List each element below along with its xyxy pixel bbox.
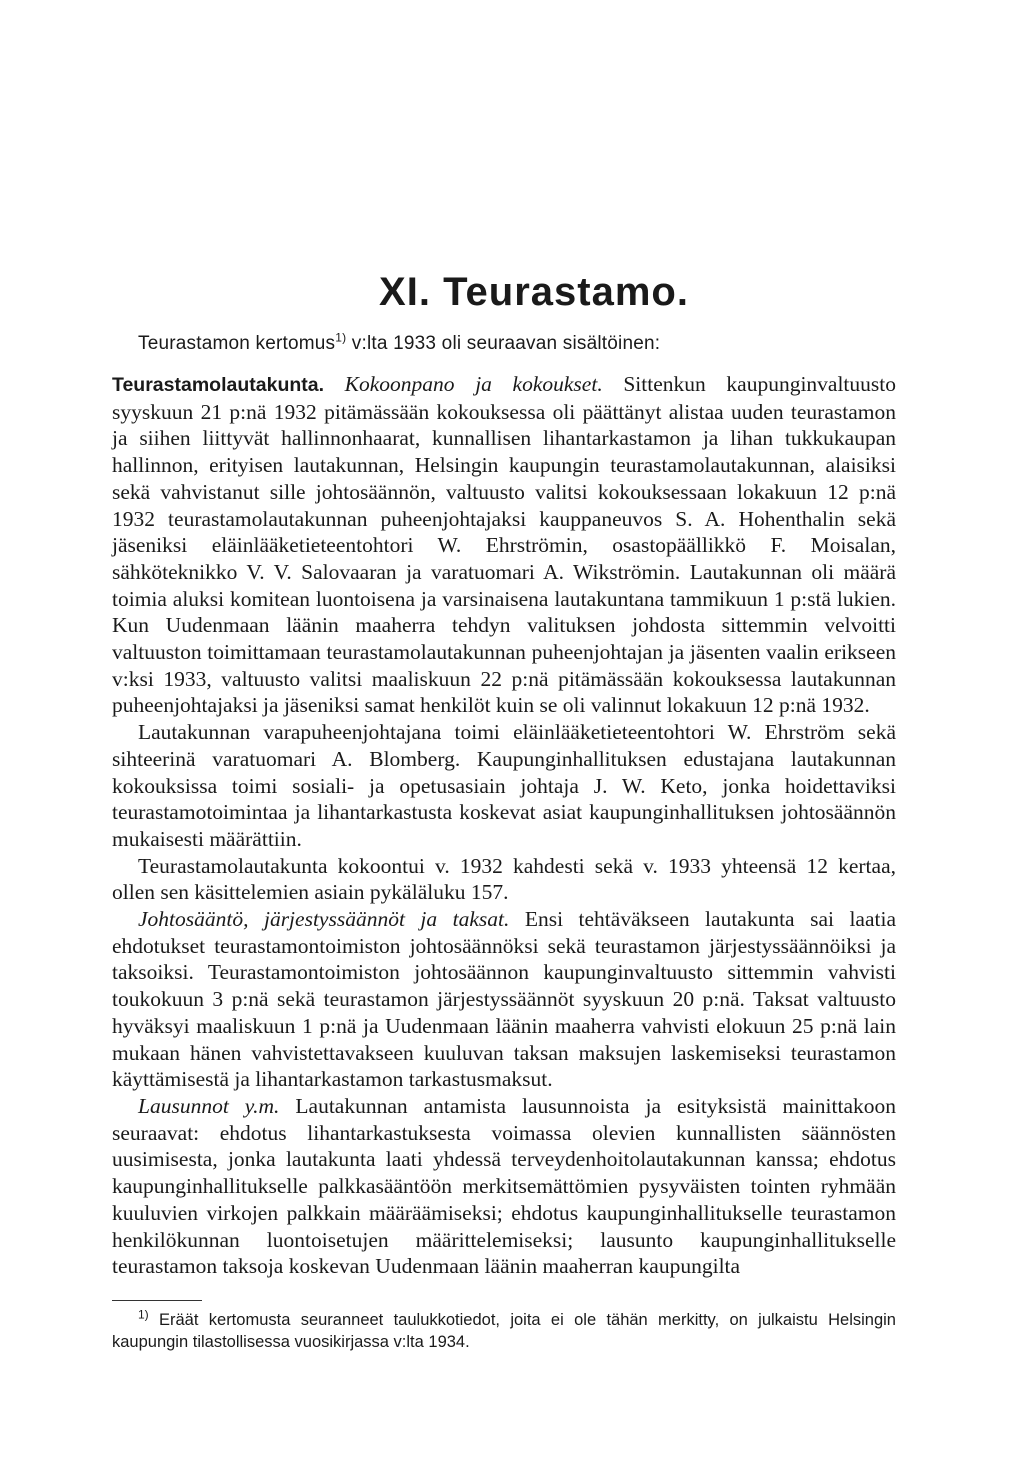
paragraph-varapuheenjohtaja: Lautakunnan varapuheenjohtajana toimi eläinlääketieteentohtori W. Ehrström sekä sihteerinä varatuomari A. Blomberg. Kaupunginhallituksen edustajana lautakunnan kokouksissa toimi sosiali- ja opetusasiain johtaja J. W. Keto, jonka hoidettaviksi teurastamotoimintaa ja lihantarkastusta koskevat asiat kaupunginhallituksen johtosäännön mukaisesti määrättiin. <box>112 720 896 851</box>
footnote-text: Eräät kertomusta seuranneet taulukkotiedot, joita ei ole tähän merkitty, on julkaistu Helsingin kaupungin tilastollisessa vuosikirjassa v:lta 1934. <box>112 1310 896 1351</box>
subheading-kokoonpano: Kokoonpano ja kokoukset. <box>344 372 603 396</box>
document-page <box>112 270 896 1353</box>
footnote-divider <box>112 1300 202 1301</box>
subheading-johtosaanto: Johtosääntö, järjestyssäännöt ja taksat. <box>138 907 510 932</box>
paragraph-text: Lautakunnan antamista lausunnoista ja esityksistä mainittakoon seuraavat: ehdotus lihantarkastuksesta voimassa olevien kunnallisten säännösten uusimisesta, jonka lautakunta laati yhdessä terveydenhoitolautakunnan kanssa; ehdotus kaupunginhallitukselle palkkasääntöön merkitsemättömien pysyväisten tointen ryhmään kuuluvien virkojen palkkain määräämiseksi; ehdotus kaupunginhallitukselle teurastamon henkilökunnan luontoisetujen määrittelemiseksi; lausunto kaupunginhallitukselle teurastamon taksoja koskevan Uudenmaan läänin maaherran kaupungilta <box>112 1093 896 1279</box>
paragraph-johtosaanto <box>112 906 896 1093</box>
body-text <box>112 371 896 1280</box>
chapter-title: XI. Teurastamo. <box>379 270 689 314</box>
paragraph-text: Sittenkun kaupunginvaltuusto syyskuun 21 p:nä 1932 pitämässään kokouksessa oli päättänyt alistaa uuden teurastamon ja siihen liittyvät hallinnonhaarat, kunnallisen lihantarkastamon ja lihan tukkukaupan hallinnon, erityisen lautakunnan, Helsingin kaupungin teurastamolautakunnan, alaisiksi sekä vahvistanut sille johtosäännön, valtuusto valitsi kokouksessaan lokakuun 12 p:nä 1932 teurastamolautakunnan puheenjohtajaksi kauppaneuvos S. A. Hohenthalin sekä jäseniksi eläinlääketieteentohtori W. Ehrströmin, osastopäällikkö F. Moisalan, sähköteknikko V. V. Salovaaran ja varatuomari A. Wikströmin. Lautakunnan oli määrä toimia aluksi komitean luontoisena ja varsinaisena lautakuntana tammikuun 1 p:stä lukien. Kun Uudenmaan läänin maaherra tehdyn valituksen johdosta sittemmin velvoitti valtuuston toimittamaan teurastamolautakunnan puheenjohtajan ja jäsenten vaalin erikseen v:ksi 1933, valtuusto valitsi maaliskuun 22 p:nä pitämässään kokouksessa lautakunnan puheenjohtajaksi ja jäseniksi samat henkilöt kuin se oli valinnut lokakuun 12 p:nä 1932. <box>112 372 896 718</box>
intro-text: Teurastamon kertomus <box>138 333 336 354</box>
intro-text-continued: v:lta 1933 oli seuraavan sisältöinen: <box>346 333 661 354</box>
paragraph-kokoontumiset: Teurastamolautakunta kokoontui v. 1932 kahdesti sekä v. 1933 yhteensä 12 kertaa, ollen sen käsittelemien asiain pykäläluku 157. <box>112 853 896 905</box>
paragraph-lausunnot <box>112 1093 896 1280</box>
paragraph-kokoonpano <box>112 371 896 719</box>
footnote-marker: 1) <box>138 1307 149 1322</box>
intro-line <box>112 330 896 355</box>
subheading-lausunnot: Lausunnot y.m. <box>138 1093 280 1118</box>
footnote-reference[interactable]: 1) <box>335 330 347 345</box>
footnote <box>112 1309 896 1353</box>
paragraph-text: Ensi tehtäväkseen lautakunta sai laatia ehdotukset teurastamontoimiston johtosäännöksi sekä teurastamon järjestyssäännöiksi ja taksoiksi. Teurastamontoimiston johtosäännon kaupunginvaltuusto sittemmin vahvisti toukokuun 3 p:nä sekä teurastamon järjestyssäännöt syyskuun 20 p:nä. Taksat valtuusto hyväksyi maaliskuun 1 p:nä ja Uudenmaan läänin maaherra vahvisti elokuun 25 p:nä lain mukaan hänen vahvistettavakseen kuuluvan taksan maksujen laskemiseksi teurastamon käyttämisestä ja lihantarkastamon tarkastusmaksut. <box>112 907 896 1092</box>
section-heading-lautakunta: Teurastamolautakunta. <box>112 374 325 396</box>
